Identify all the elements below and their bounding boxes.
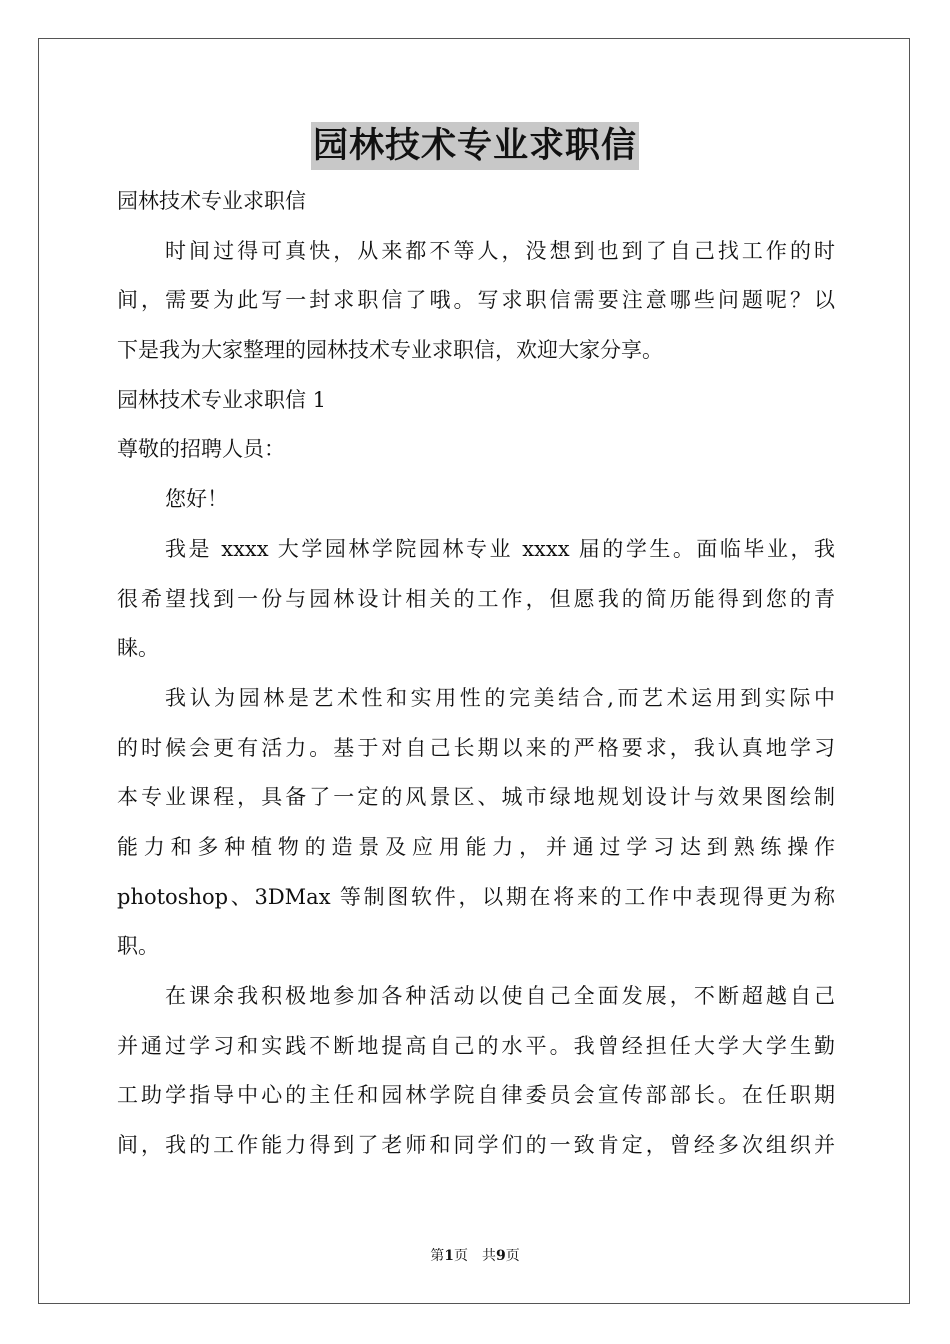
footer-current-page: 1: [444, 1248, 454, 1264]
document-body: [117, 177, 835, 1171]
document-title: [0, 122, 950, 178]
text-line: 我认为园林是艺术性和实用性的完美结合,而艺术运用到实际中: [165, 685, 835, 710]
footer-middle: 页 共: [454, 1248, 496, 1264]
text-line: 的时候会更有活力。基于对自己长期以来的严格要求，我认真地学习: [117, 735, 835, 760]
text-line: 在课余我积极地参加各种活动以使自己全面发展，不断超越自己: [165, 984, 835, 1008]
text-line: 本专业课程，具备了一定的风景区、城市绿地规划设计与效果图绘制: [117, 785, 835, 810]
text-line: 您好！: [165, 487, 228, 512]
text-line: 并通过学习和实践不断地提高自己的水平。我曾经担任大学大学生勤: [117, 1033, 835, 1058]
footer-total-pages: 9: [496, 1248, 506, 1264]
text-line: 很希望找到一份与园林设计相关的工作，但愿我的简历能得到您的青: [117, 586, 835, 611]
text-line: 园林技术专业求职信 1: [117, 387, 327, 412]
text-line: 间，需要为此写一封求职信了哦。写求职信需要注意哪些问题呢？以: [117, 288, 835, 313]
text-line: 能力和多种植物的造景及应用能力，并通过学习达到熟练操作: [117, 834, 835, 859]
text-line: photoshop、3DMax 等制图软件，以期在将来的工作中表现得更为称: [117, 884, 835, 909]
text-line: 工助学指导中心的主任和园林学院自律委员会宣传部部长。在任职期: [117, 1083, 835, 1108]
text-line: 下是我为大家整理的园林技术专业求职信，欢迎大家分享。: [117, 338, 663, 363]
page-footer: [0, 1246, 950, 1266]
text-line: 间，我的工作能力得到了老师和同学们的一致肯定，曾经多次组织并: [117, 1133, 835, 1158]
text-line: 职。: [117, 934, 159, 959]
text-line: 园林技术专业求职信: [117, 189, 306, 213]
document-title-text: 园林技术专业求职信: [311, 122, 639, 170]
text-line: 尊敬的招聘人员：: [117, 437, 285, 462]
footer-prefix: 第: [430, 1248, 445, 1264]
footer-suffix: 页: [505, 1248, 520, 1264]
text-line: 时间过得可真快，从来都不等人，没想到也到了自己找工作的时: [165, 238, 835, 263]
text-line: 睐。: [117, 636, 159, 661]
text-line: 我是 xxxx 大学园林学院园林专业 xxxx 届的学生。面临毕业，我: [165, 536, 835, 561]
